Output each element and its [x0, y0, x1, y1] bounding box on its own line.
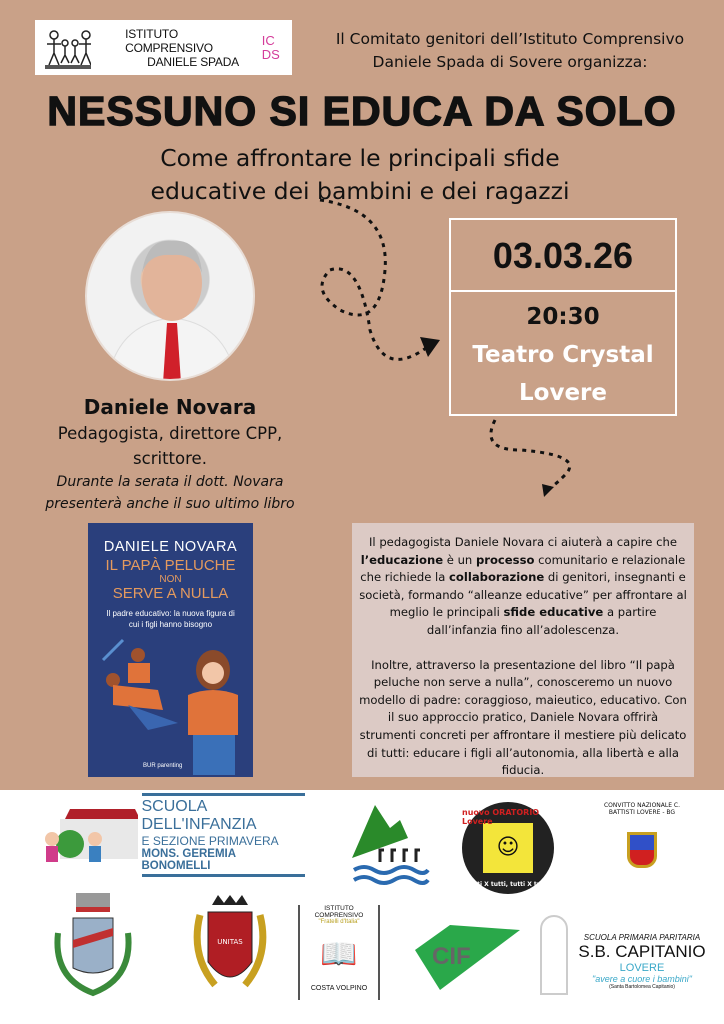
sponsor-text: tutti X tutti, tutti X tutti	[467, 881, 549, 888]
book-cover	[88, 523, 253, 777]
sponsor-text: (Santa Bartolomea Capitanio)	[609, 984, 675, 990]
mountains-lake-logo-icon	[350, 800, 430, 890]
sponsor-text: UNITAS	[217, 938, 243, 946]
event-venue: Teatro Crystal	[472, 342, 654, 368]
event-time: 20:30	[526, 304, 600, 330]
sponsor-scuola-infanzia	[40, 800, 305, 870]
event-title: NESSUNO SI EDUCA DA SOLO	[47, 88, 677, 134]
sponsor-text: SCUOLA PRIMARIA PARITARIA	[583, 933, 701, 942]
dotted-path	[491, 420, 570, 490]
sponsor-text: nuovo ORATORIO Lovere	[462, 808, 540, 826]
sponsor-text: LOVERE	[619, 962, 665, 974]
speaker-note: presenterà anche il suo ultimo libro	[45, 496, 295, 512]
book-subtitle: Il padre educativo: la nuova figura di cui i figli hanno bisogno	[106, 609, 235, 629]
description-paragraph-2: Inoltre, attraverso la presentazione del libro “Il papà peluche non serve a nulla”, conosceremo un nuovo modello di padre: coraggioso, maieutico, educativo. Con il suo approccio pratico, Daniele Novara offrirà strumenti concreti per affrontare il mestiere più delicato di tutti: educare i figli all’autonomia, alla libertà e alla fiducia.	[359, 657, 687, 778]
subtitle-line: Come affrontare le principali sfide	[160, 144, 560, 172]
description-paragraph-1: Il pedagogista Daniele Novara ci aiuterà a capire che l’educazione è un processo comunitario e relazionale che richiede la collaborazione di genitori, insegnanti e società, formando “alleanze educative” per affrontare al meglio le principali sfide educative a partire dall’infanzia fino all’adolescenza.	[359, 535, 687, 637]
speaker-name: Daniele Novara	[83, 395, 257, 419]
organizer-line: Daniele Spada di Sovere organizza:	[372, 53, 648, 71]
logo-line2: DANIELE SPADA	[147, 54, 239, 69]
school-building-icon	[40, 804, 138, 866]
sponsor-text: CIF	[432, 943, 471, 970]
sponsor-text: ISTITUTO COMPRENSIVO	[314, 905, 364, 919]
sponsor-text: "Fratelli d'Italia"	[318, 919, 360, 925]
arrowhead-icon	[420, 337, 440, 357]
speaker-info	[20, 393, 320, 515]
sponsor-text: MONS. GEREMIA BONOMELLI	[141, 848, 236, 872]
organizer-line: Il Comitato genitori dell’Istituto Comprensivo	[335, 30, 685, 48]
speaker-role: Pedagogista, direttore CPP,	[57, 424, 283, 443]
book-author: DANIELE NOVARA	[103, 539, 238, 555]
description-box	[352, 523, 694, 777]
book-illustration-icon	[88, 635, 253, 775]
subtitle-line: educative dei bambini e dei ragazzi	[150, 177, 570, 205]
sponsor-text: SCUOLA DELL'INFANZIA	[141, 798, 257, 833]
shield-icon	[627, 832, 657, 868]
sponsor-text: E SEZIONE PRIMAVERA	[141, 834, 279, 848]
sponsor-text: "avere a cuore i bambini"	[592, 974, 692, 984]
sponsor-sb-capitanio	[540, 915, 720, 1010]
logo-badge: ICDS	[261, 32, 280, 62]
smiley-icon: ☺	[483, 823, 533, 873]
sponsor-ic-costa-volpino	[298, 905, 380, 1000]
reading-animals-icon: 📖	[320, 938, 358, 971]
event-date: 03.03.26	[451, 220, 675, 292]
book-publisher: BUR parenting	[143, 763, 183, 769]
book-title: SERVE A NULLA	[112, 585, 229, 602]
event-details-box	[449, 218, 677, 416]
lovere-coat-of-arms-icon	[48, 888, 138, 1003]
sponsor-convitto	[592, 800, 692, 900]
arch-icon	[540, 915, 568, 995]
logo-line1: ISTITUTO COMPRENSIVO	[125, 26, 213, 55]
sponsor-text: CONVITTO NAZIONALE C. BATTISTI LOVERE - BG	[603, 802, 681, 816]
book-title: NON	[159, 574, 182, 585]
speaker-role: scrittore.	[133, 449, 207, 468]
event-city: Lovere	[519, 380, 607, 406]
book-title: IL PAPÀ PELUCHE	[105, 557, 236, 574]
sponsor-oratorio	[462, 802, 554, 894]
sponsor-text: COSTA VOLPINO	[310, 985, 368, 992]
dotted-path	[320, 200, 430, 359]
speaker-note: Durante la serata il dott. Novara	[56, 474, 284, 490]
sponsor-text: S.B. CAPITANIO	[578, 942, 706, 961]
arrowhead-icon	[542, 484, 554, 497]
